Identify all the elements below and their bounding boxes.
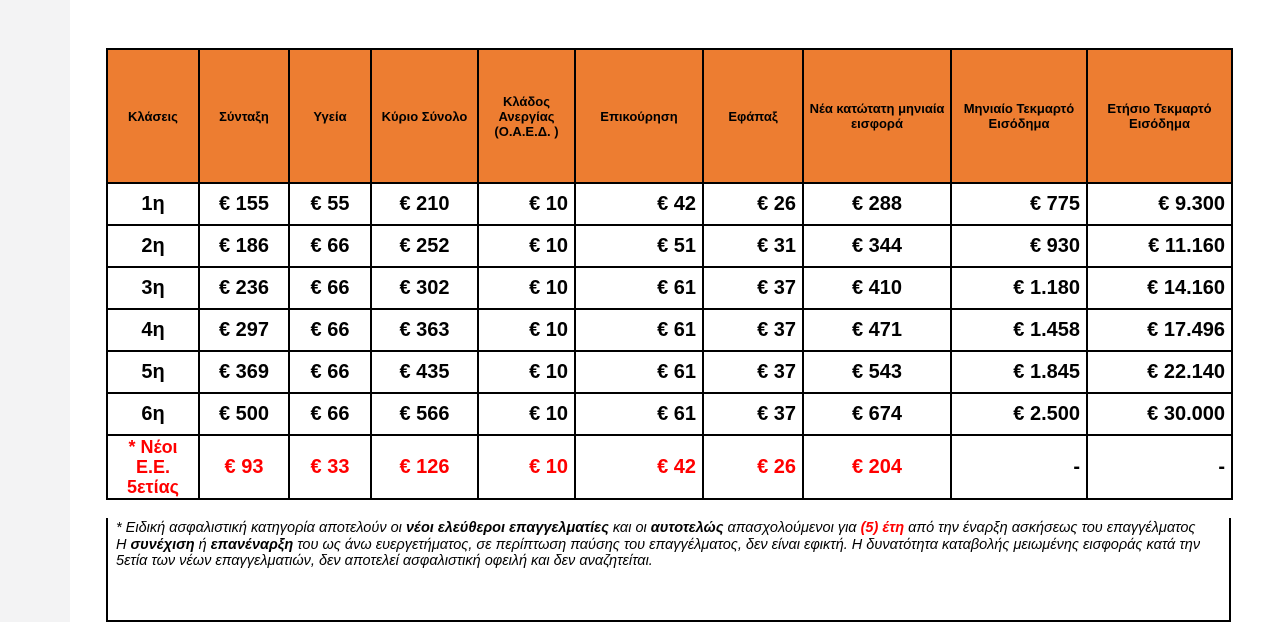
annual-income-cell: -	[1087, 435, 1232, 499]
pension-cell: € 155	[199, 183, 289, 225]
main-total-cell: € 252	[371, 225, 478, 267]
header-main-total: Κύριο Σύνολο	[371, 49, 478, 183]
note-text: του ως άνω ευεργετήματος, σε περίπτωση παύσης του επαγγέλματος, δεν είναι εφικτή. Η δυνατότητα καταβολής μειωμένης εισφοράς κατά την 5ετία των νέων επαγγελματιών, δεν αποτελεί ασφαλιστική οφειλή και δεν αναζητείται.	[116, 536, 1201, 569]
lump-sum-cell: € 31	[703, 225, 803, 267]
note-text: απασχολούμενοι για	[723, 520, 861, 536]
new-minimum-cell: € 204	[803, 435, 951, 499]
header-annual-income: Ετήσιο Τεκμαρτό Εισόδημα	[1087, 49, 1232, 183]
table-row	[107, 225, 1232, 267]
note-emphasis: νέοι ελεύθεροι επαγγελματίες	[405, 520, 609, 536]
main-total-cell: € 302	[371, 267, 478, 309]
main-total-cell: € 566	[371, 393, 478, 435]
special-row-new-professionals	[107, 435, 1232, 499]
header-new-minimum: Νέα κατώτατη μηνιαία εισφορά	[803, 49, 951, 183]
pension-cell: € 236	[199, 267, 289, 309]
annual-income-cell: € 11.160	[1087, 225, 1232, 267]
table-row	[107, 393, 1232, 435]
class-cell: 3η	[107, 267, 199, 309]
unemployment-cell: € 10	[478, 435, 575, 499]
lump-sum-cell: € 37	[703, 267, 803, 309]
footnote-paragraph-1	[116, 520, 1221, 537]
annual-income-cell: € 22.140	[1087, 351, 1232, 393]
annual-income-cell: € 9.300	[1087, 183, 1232, 225]
lump-sum-cell: € 37	[703, 309, 803, 351]
class-cell: 2η	[107, 225, 199, 267]
pension-cell: € 93	[199, 435, 289, 499]
unemployment-cell: € 10	[478, 393, 575, 435]
monthly-income-cell: € 1.845	[951, 351, 1087, 393]
note-highlight: (5) έτη	[860, 520, 905, 536]
lump-sum-cell: € 37	[703, 393, 803, 435]
pension-cell: € 297	[199, 309, 289, 351]
annual-income-cell: € 14.160	[1087, 267, 1232, 309]
new-minimum-cell: € 543	[803, 351, 951, 393]
new-minimum-cell: € 471	[803, 309, 951, 351]
class-cell: 4η	[107, 309, 199, 351]
unemployment-cell: € 10	[478, 309, 575, 351]
header-health: Υγεία	[289, 49, 371, 183]
main-total-cell: € 363	[371, 309, 478, 351]
header-pension: Σύνταξη	[199, 49, 289, 183]
footnote-box	[106, 518, 1231, 622]
table-row	[107, 351, 1232, 393]
new-minimum-cell: € 344	[803, 225, 951, 267]
unemployment-cell: € 10	[478, 183, 575, 225]
class-cell: * Νέοι Ε.Ε. 5ετίας	[107, 435, 199, 499]
table-row	[107, 183, 1232, 225]
monthly-income-cell: € 1.458	[951, 309, 1087, 351]
pension-cell: € 369	[199, 351, 289, 393]
pension-cell: € 186	[199, 225, 289, 267]
unemployment-cell: € 10	[478, 225, 575, 267]
header-monthly-income: Μηνιαίο Τεκμαρτό Εισόδημα	[951, 49, 1087, 183]
header-supplementary: Επικούρηση	[575, 49, 703, 183]
new-minimum-cell: € 410	[803, 267, 951, 309]
unemployment-cell: € 10	[478, 351, 575, 393]
health-cell: € 66	[289, 393, 371, 435]
supplementary-cell: € 61	[575, 351, 703, 393]
lump-sum-cell: € 26	[703, 435, 803, 499]
lump-sum-cell: € 26	[703, 183, 803, 225]
note-emphasis: επανέναρξη	[210, 536, 294, 553]
note-emphasis: συνέχιση	[130, 536, 195, 553]
header-row	[107, 49, 1232, 183]
health-cell: € 66	[289, 309, 371, 351]
contribution-table	[106, 48, 1233, 500]
main-total-cell: € 210	[371, 183, 478, 225]
header-unemployment: Κλάδος Ανεργίας (Ο.Α.Ε.Δ. )	[478, 49, 575, 183]
note-text: ή	[194, 536, 211, 553]
supplementary-cell: € 61	[575, 267, 703, 309]
health-cell: € 66	[289, 267, 371, 309]
new-minimum-cell: € 288	[803, 183, 951, 225]
monthly-income-cell: € 775	[951, 183, 1087, 225]
pension-cell: € 500	[199, 393, 289, 435]
new-minimum-cell: € 674	[803, 393, 951, 435]
table-row	[107, 267, 1232, 309]
note-emphasis: αυτοτελώς	[650, 520, 724, 536]
supplementary-cell: € 42	[575, 435, 703, 499]
supplementary-cell: € 61	[575, 393, 703, 435]
monthly-income-cell: € 2.500	[951, 393, 1087, 435]
table-row	[107, 309, 1232, 351]
health-cell: € 66	[289, 225, 371, 267]
note-text: * Ειδική ασφαλιστική κατηγορία αποτελούν οι	[116, 520, 406, 536]
class-cell: 6η	[107, 393, 199, 435]
monthly-income-cell: -	[951, 435, 1087, 499]
main-total-cell: € 126	[371, 435, 478, 499]
note-text: Η	[116, 536, 131, 553]
note-text: από την έναρξη ασκήσεως του επαγγέλματος	[904, 520, 1196, 536]
supplementary-cell: € 51	[575, 225, 703, 267]
header-classes: Κλάσεις	[107, 49, 199, 183]
class-cell: 5η	[107, 351, 199, 393]
annual-income-cell: € 17.496	[1087, 309, 1232, 351]
main-total-cell: € 435	[371, 351, 478, 393]
annual-income-cell: € 30.000	[1087, 393, 1232, 435]
unemployment-cell: € 10	[478, 267, 575, 309]
note-text: και οι	[608, 520, 651, 536]
health-cell: € 33	[289, 435, 371, 499]
header-lump-sum: Εφάπαξ	[703, 49, 803, 183]
class-cell: 1η	[107, 183, 199, 225]
footnote-paragraph-2	[116, 537, 1221, 570]
supplementary-cell: € 61	[575, 309, 703, 351]
monthly-income-cell: € 1.180	[951, 267, 1087, 309]
health-cell: € 66	[289, 351, 371, 393]
supplementary-cell: € 42	[575, 183, 703, 225]
lump-sum-cell: € 37	[703, 351, 803, 393]
monthly-income-cell: € 930	[951, 225, 1087, 267]
health-cell: € 55	[289, 183, 371, 225]
